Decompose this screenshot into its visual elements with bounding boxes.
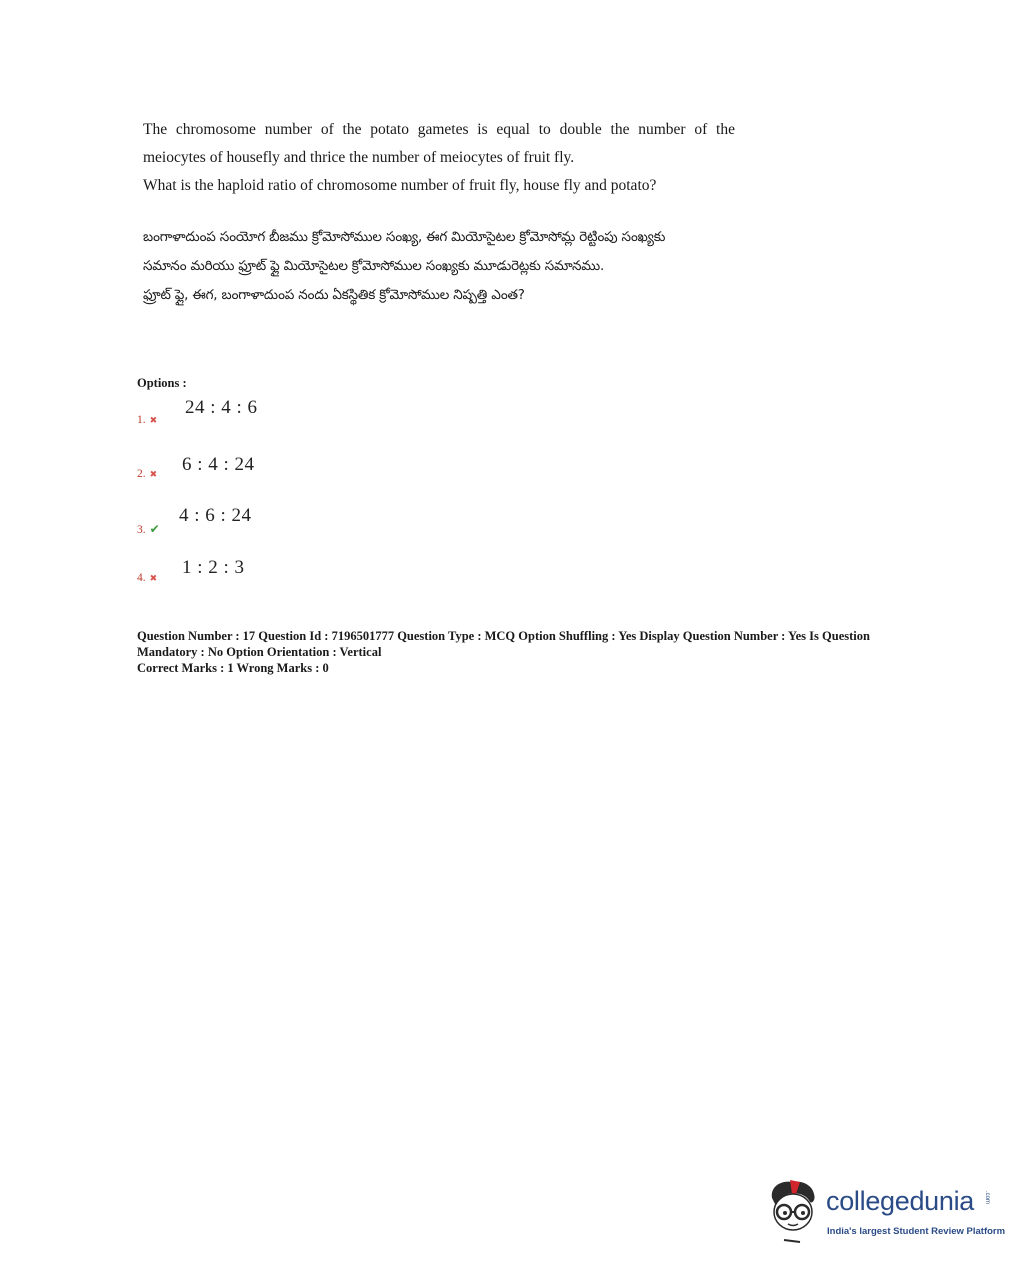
logo-name: collegedunia bbox=[826, 1186, 975, 1216]
metadata-line-3: Correct Marks : 1 Wrong Marks : 0 bbox=[137, 661, 329, 675]
option-4[interactable] bbox=[137, 572, 157, 584]
wrong-mark-icon: ✖ bbox=[149, 574, 158, 584]
check-mark-icon: ✔ bbox=[149, 522, 160, 536]
option-1[interactable] bbox=[137, 414, 157, 426]
options-label: Options : bbox=[137, 376, 187, 390]
metadata-line-1: Question Number : 17 Question Id : 7196501777 Question Type : MCQ Option Shuffling : Yes Display Question Number : Yes Is Question bbox=[137, 629, 870, 643]
option-2[interactable] bbox=[137, 468, 157, 480]
option-number: 1. bbox=[137, 414, 146, 426]
mascot-icon bbox=[766, 1176, 826, 1248]
metadata-line-2: Mandatory : No Option Orientation : Vertical bbox=[137, 645, 382, 659]
question-english-line-1: The chromosome number of the potato gametes is equal to double the number of the bbox=[143, 121, 735, 138]
option-number: 2. bbox=[137, 468, 146, 480]
logo-suffix: .com bbox=[984, 1191, 990, 1205]
option-3-value[interactable]: 4 : 6 : 24 bbox=[179, 505, 252, 526]
question-english-line-3: What is the haploid ratio of chromosome number of fruit fly, house fly and potato? bbox=[143, 177, 657, 194]
option-1-value[interactable]: 24 : 4 : 6 bbox=[185, 397, 258, 418]
wrong-mark-icon: ✖ bbox=[149, 416, 158, 426]
option-number: 3. bbox=[137, 524, 146, 536]
question-english-line-2: meiocytes of housefly and thrice the number of meiocytes of fruit fly. bbox=[143, 149, 575, 166]
question-english bbox=[143, 116, 735, 200]
option-2-value[interactable]: 6 : 4 : 24 bbox=[182, 454, 255, 475]
question-telugu bbox=[143, 223, 743, 310]
question-telugu-line-3: ఫ్రూట్ ఫ్లై, ఈగ, బంగాళాదుంప నందు ఏకస్థితిక క్రోమోసోముల నిష్పత్తి ఎంత? bbox=[143, 287, 525, 303]
question-metadata bbox=[137, 628, 917, 676]
wrong-mark-icon: ✖ bbox=[149, 470, 158, 480]
option-4-value[interactable]: 1 : 2 : 3 bbox=[182, 557, 245, 578]
logo-tagline: India's largest Student Review Platform bbox=[827, 1226, 1006, 1237]
question-telugu-line-2: సమానం మరియు ఫ్రూట్ ఫ్లై మియోసైటల క్రోమోసోముల సంఖ్యకు మూడురెట్లకు సమానము. bbox=[143, 258, 605, 274]
collegedunia-logo bbox=[766, 1176, 1006, 1248]
question-telugu-line-1: బంగాళాదుంప సంయోగ బీజము క్రోమోసోముల సంఖ్య, ఈగ మియోసైటల క్రోమోసోమ్ల రెట్టింపు సంఖ్యకు bbox=[143, 229, 666, 245]
option-number: 4. bbox=[137, 572, 146, 584]
option-3[interactable] bbox=[137, 522, 160, 536]
